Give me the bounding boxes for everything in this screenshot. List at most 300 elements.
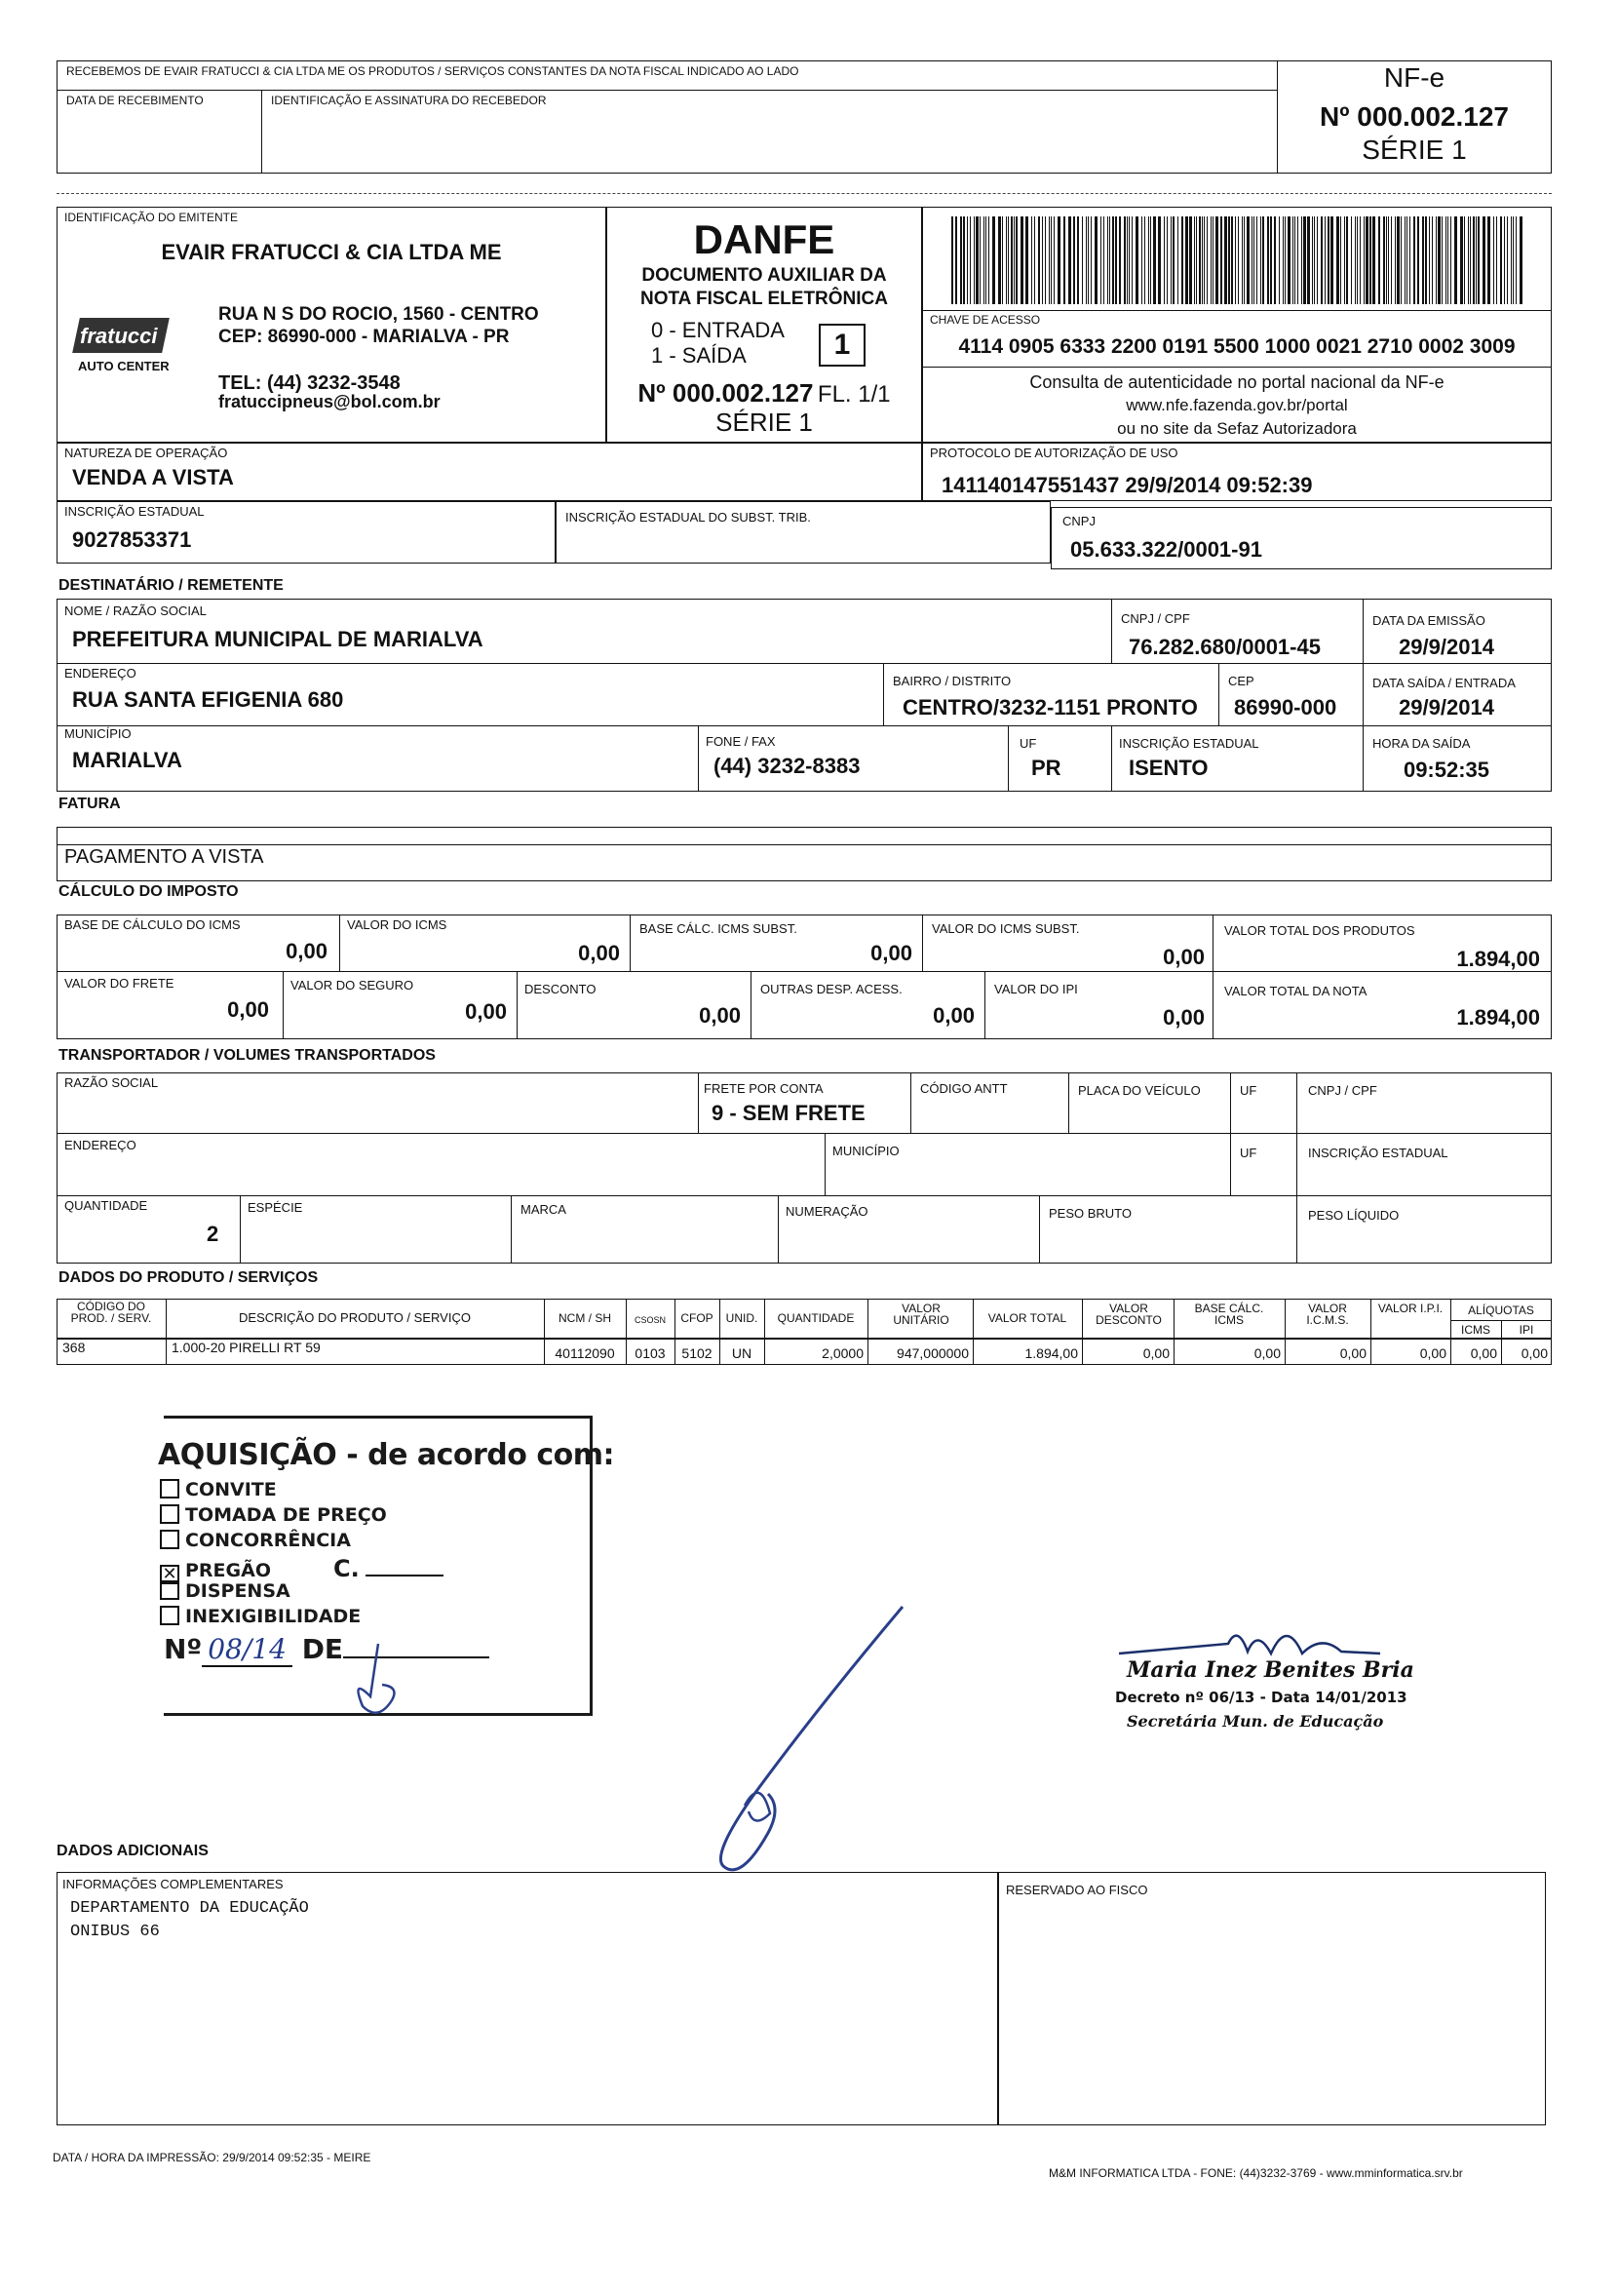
- barcode-bar: [1127, 216, 1128, 304]
- imp-base-icms: 0,00: [286, 939, 327, 963]
- barcode-bar: [1247, 216, 1250, 304]
- dest-municipio-label: MUNICÍPIO: [64, 726, 132, 741]
- barcode-bar: [1516, 216, 1517, 304]
- tr-frete-label: FRETE POR CONTA: [704, 1081, 824, 1096]
- barcode-bar: [998, 216, 1001, 304]
- barcode-bar: [1141, 216, 1142, 304]
- barcode-bar: [1100, 216, 1101, 304]
- barcode-bar: [1054, 216, 1055, 304]
- td-vipi: 0,00: [1419, 1345, 1446, 1361]
- footer-print-date: DATA / HORA DA IMPRESSÃO: 29/9/2014 09:52:35 - MEIRE: [53, 2151, 371, 2164]
- stamp-initials: [331, 1638, 419, 1726]
- th-ncm: NCM / SH: [559, 1311, 611, 1325]
- barcode-bar: [1294, 216, 1295, 304]
- protocolo-label: PROTOCOLO DE AUTORIZAÇÃO DE USO: [930, 446, 1178, 460]
- barcode-bar: [1144, 216, 1145, 304]
- barcode-bar: [1344, 216, 1345, 304]
- dest-cnpj-label: CNPJ / CPF: [1121, 611, 1190, 626]
- barcode-bar: [974, 216, 975, 304]
- barcode-bar: [1445, 216, 1446, 304]
- dest-ie: ISENTO: [1129, 756, 1209, 780]
- barcode-bar: [1082, 216, 1083, 304]
- cnpj-emit-label: CNPJ: [1062, 514, 1096, 528]
- emitente-email: fratuccipneus@bol.com.br: [218, 392, 441, 411]
- barcode-bar: [980, 216, 981, 304]
- th-cfop: CFOP: [680, 1311, 713, 1325]
- barcode-bar: [1211, 216, 1212, 304]
- barcode-bar: [1468, 216, 1469, 304]
- imp-valor-icms-label: VALOR DO ICMS: [347, 917, 447, 932]
- ie-st-label: INSCRIÇÃO ESTADUAL DO SUBST. TRIB.: [565, 510, 811, 525]
- barcode-bar: [1487, 216, 1490, 304]
- tr-qtd: 2: [207, 1222, 219, 1246]
- chave-value: 4114 0905 6333 2200 0191 5500 1000 0021 2710 0002 3009: [958, 335, 1516, 358]
- imp-total-prod-label: VALOR TOTAL DOS PRODUTOS: [1224, 923, 1415, 938]
- barcode-bar: [1119, 216, 1121, 304]
- imp-outras: 0,00: [933, 1003, 975, 1028]
- chave-consulta2: www.nfe.fazenda.gov.br/portal: [1126, 396, 1348, 414]
- fatura-section: FATURA: [58, 796, 121, 812]
- dest-cep-label: CEP: [1228, 674, 1254, 688]
- barcode-bar: [1285, 216, 1286, 304]
- imp-valor-st: 0,00: [1163, 945, 1205, 969]
- barcode-bar: [1042, 216, 1043, 304]
- danfe-entrada: 0 - ENTRADA: [651, 318, 785, 342]
- th-codigo: CÓDIGO DO PROD. / SERV.: [70, 1300, 152, 1325]
- footer-software: M&M INFORMATICA LTDA - FONE: (44)3232-3769 - www.mminformatica.srv.br: [1049, 2166, 1463, 2180]
- barcode-bar: [1279, 216, 1280, 304]
- barcode-bar: [951, 216, 953, 304]
- barcode-bar: [1336, 216, 1339, 304]
- natureza-label: NATUREZA DE OPERAÇÃO: [64, 446, 228, 460]
- barcode-bar: [1513, 216, 1514, 304]
- barcode-bar: [1091, 216, 1092, 304]
- barcode-bar: [1207, 216, 1208, 304]
- barcode-bar: [1447, 216, 1448, 304]
- barcode-bar: [1045, 216, 1046, 304]
- barcode-bar: [1235, 216, 1236, 304]
- checkbox-icon: [160, 1504, 179, 1524]
- fatura-value: PAGAMENTO A VISTA: [64, 846, 264, 868]
- barcode-bar: [1478, 216, 1480, 304]
- logo-sub: AUTO CENTER: [78, 359, 170, 373]
- th-vicms: VALOR I.C.M.S.: [1306, 1302, 1349, 1327]
- th-qtd: QUANTIDADE: [777, 1311, 855, 1325]
- ie-value: 9027853371: [72, 527, 192, 552]
- checkbox-icon: [160, 1580, 179, 1600]
- tr-numeracao-label: NUMERAÇÃO: [786, 1204, 868, 1219]
- td-vicms: 0,00: [1339, 1345, 1367, 1361]
- barcode-bar: [1109, 216, 1110, 304]
- barcode-bar: [1014, 216, 1015, 304]
- barcode-bar: [1351, 216, 1352, 304]
- stamp-option-concorrencia: [160, 1530, 351, 1551]
- barcode-bar: [1391, 216, 1392, 304]
- tr-marca-label: MARCA: [520, 1202, 566, 1217]
- td-cfop: 5102: [681, 1345, 713, 1361]
- barcode-bar: [1409, 216, 1410, 304]
- barcode-bar: [1301, 216, 1302, 304]
- dest-endereco: RUA SANTA EFIGENIA 680: [72, 687, 344, 712]
- ie-label: INSCRIÇÃO ESTADUAL: [64, 504, 205, 519]
- imp-outras-label: OUTRAS DESP. ACESS.: [760, 982, 903, 996]
- barcode-bar: [1150, 216, 1151, 304]
- barcode-bar: [1088, 216, 1089, 304]
- th-unit: VALOR UNITÁRIO: [893, 1302, 949, 1327]
- stamp-o4: PREGÃO: [185, 1560, 271, 1581]
- barcode-bar: [1231, 216, 1233, 304]
- chave-consulta3: ou no site da Sefaz Autorizadora: [1117, 419, 1357, 438]
- barcode-bar: [1136, 216, 1138, 304]
- danfe-subtitle2: NOTA FISCAL ELETRÔNICA: [639, 289, 889, 309]
- barcode-bar: [1073, 216, 1075, 304]
- barcode-bar: [992, 216, 995, 304]
- tr-liquido-label: PESO LÍQUIDO: [1308, 1208, 1400, 1223]
- barcode-bar: [1355, 216, 1356, 304]
- canhoto-statement: RECEBEMOS DE EVAIR FRATUCCI & CIA LTDA ME OS PRODUTOS / SERVIÇOS CONSTANTES DA NOTA FISCAL INDICADO AO LADO: [66, 64, 799, 78]
- barcode-bar: [1406, 216, 1407, 304]
- barcode-bar: [1189, 216, 1192, 304]
- info-line1: DEPARTAMENTO DA EDUCAÇÃO: [70, 1899, 309, 1918]
- emitente-phone: TEL: (44) 3232-3548: [218, 372, 401, 394]
- stamp-o3: CONCORRÊNCIA: [185, 1530, 351, 1551]
- barcode-bar: [1432, 216, 1433, 304]
- imp-total-nota: 1.894,00: [1456, 1005, 1540, 1030]
- signature-line2: Decreto nº 06/13 - Data 14/01/2013: [1115, 1689, 1407, 1706]
- barcode-bar: [1034, 216, 1035, 304]
- barcode-bar: [1438, 216, 1441, 304]
- signature-name: Maria Inez Benites Bria: [1127, 1657, 1414, 1683]
- barcode-bar: [1164, 216, 1165, 304]
- barcode-bar: [1244, 216, 1245, 304]
- imp-total-nota-label: VALOR TOTAL DA NOTA: [1224, 984, 1368, 998]
- barcode-bar: [1049, 216, 1050, 304]
- stamp-no-label: Nº: [164, 1633, 203, 1665]
- canhoto-number: Nº 000.002.127: [1320, 101, 1509, 132]
- barcode-bar: [1262, 216, 1264, 304]
- imp-frete: 0,00: [227, 997, 269, 1022]
- fisco-box: [998, 1872, 1546, 2125]
- barcode-bar: [1297, 216, 1298, 304]
- barcode-bar: [1464, 216, 1465, 304]
- barcode-bar: [1077, 216, 1079, 304]
- th-aipi: IPI: [1519, 1323, 1534, 1337]
- barcode-bar: [1511, 216, 1512, 304]
- imp-desconto: 0,00: [699, 1003, 741, 1028]
- barcode-bar: [1417, 216, 1419, 304]
- barcode-bar: [1340, 216, 1341, 304]
- dest-municipio: MARIALVA: [72, 748, 182, 772]
- imp-ipi: 0,00: [1163, 1005, 1205, 1030]
- dest-emissao-label: DATA DA EMISSÃO: [1372, 613, 1485, 628]
- danfe-folha: FL. 1/1: [817, 381, 891, 408]
- barcode-bar: [1016, 216, 1018, 304]
- canhoto-nfe: NF-e: [1383, 62, 1445, 93]
- barcode-bar: [1038, 216, 1040, 304]
- barcode-bar: [1129, 216, 1130, 304]
- barcode-bar: [1378, 216, 1380, 304]
- checkbox-icon: [160, 1606, 179, 1625]
- barcode-bar: [1520, 216, 1522, 304]
- cut-line: [57, 193, 1552, 194]
- destinatario-section: DESTINATÁRIO / REMETENTE: [58, 577, 284, 594]
- logo-text: fratucci: [80, 324, 158, 348]
- barcode-bar: [963, 216, 965, 304]
- barcode-bar: [1405, 216, 1406, 304]
- barcode-bar: [1213, 216, 1214, 304]
- tr-endereco-label: ENDEREÇO: [64, 1138, 136, 1152]
- dest-endereco-label: ENDEREÇO: [64, 666, 136, 681]
- barcode-bar: [1228, 216, 1230, 304]
- imp-desconto-label: DESCONTO: [524, 982, 597, 996]
- barcode-bar: [1058, 216, 1060, 304]
- tr-frete: 9 - SEM FRETE: [712, 1101, 866, 1125]
- emitente-address2: CEP: 86990-000 - MARIALVA - PR: [218, 327, 510, 347]
- barcode-bar: [1288, 216, 1291, 304]
- imp-total-prod: 1.894,00: [1456, 947, 1540, 971]
- barcode-bar: [1031, 216, 1032, 304]
- danfe-serie: SÉRIE 1: [715, 408, 813, 437]
- barcode-bar: [1317, 216, 1318, 304]
- barcode-bar: [1413, 216, 1415, 304]
- th-csosn: CSOSN: [634, 1315, 666, 1325]
- emitente-logo: [72, 308, 181, 382]
- stamp-o6: INEXIGIBILIDADE: [185, 1606, 362, 1627]
- imp-ipi-label: VALOR DO IPI: [994, 982, 1078, 996]
- th-base: BASE CÁLC. ICMS: [1194, 1302, 1264, 1327]
- barcode-bar: [960, 216, 962, 304]
- barcode-bar: [1321, 216, 1323, 304]
- dest-bairro-label: BAIRRO / DISTRITO: [893, 674, 1012, 688]
- imp-frete-label: VALOR DO FRETE: [64, 976, 174, 991]
- emitente-name: EVAIR FRATUCCI & CIA LTDA ME: [161, 240, 502, 264]
- barcode-bar: [1357, 216, 1358, 304]
- dest-bairro: CENTRO/3232-1151 PRONTO: [903, 695, 1198, 720]
- barcode-bar: [1153, 216, 1156, 304]
- barcode-bar: [1132, 216, 1133, 304]
- barcode-bar: [1196, 216, 1197, 304]
- imp-base-st: 0,00: [870, 941, 912, 965]
- barcode-bar: [1401, 216, 1402, 304]
- barcode-bar: [1148, 216, 1149, 304]
- barcode-bar: [1112, 216, 1114, 304]
- dest-uf: PR: [1031, 756, 1061, 780]
- barcode-bar: [1436, 216, 1437, 304]
- barcode-bar: [1369, 216, 1371, 304]
- danfe-tipo: 1: [833, 329, 851, 361]
- td-ncm: 40112090: [555, 1345, 615, 1361]
- fisco-label: RESERVADO AO FISCO: [1006, 1883, 1148, 1897]
- imp-base-icms-label: BASE DE CÁLCULO DO ICMS: [64, 917, 241, 932]
- td-aipi: 0,00: [1521, 1345, 1548, 1361]
- th-descricao: DESCRIÇÃO DO PRODUTO / SERVIÇO: [239, 1310, 471, 1325]
- danfe-saida: 1 - SAÍDA: [651, 343, 747, 368]
- imp-base-st-label: BASE CÁLC. ICMS SUBST.: [639, 921, 797, 936]
- barcode-bar: [1006, 216, 1007, 304]
- tr-antt-label: CÓDIGO ANTT: [920, 1081, 1008, 1096]
- barcode-bar: [1011, 216, 1013, 304]
- tr-ie-label: INSCRIÇÃO ESTADUAL: [1308, 1146, 1448, 1160]
- dest-nome-label: NOME / RAZÃO SOCIAL: [64, 603, 207, 618]
- barcode-bar: [1422, 216, 1424, 304]
- barcode-bar: [1238, 216, 1239, 304]
- stamp-o4-suffix: C.: [333, 1555, 360, 1582]
- danfe-title: DANFE: [693, 216, 835, 262]
- barcode-bar: [1504, 216, 1505, 304]
- barcode-bar: [1173, 216, 1175, 304]
- th-unid: UNID.: [725, 1311, 758, 1325]
- tr-uf2-label: UF: [1240, 1146, 1257, 1160]
- barcode-bar: [1181, 216, 1183, 304]
- tr-bruto-label: PESO BRUTO: [1049, 1206, 1133, 1221]
- barcode-bar: [1158, 216, 1161, 304]
- info-label: INFORMAÇÕES COMPLEMENTARES: [62, 1877, 284, 1891]
- dest-fone-label: FONE / FAX: [706, 734, 776, 749]
- barcode-bar: [1095, 216, 1098, 304]
- barcode-bar: [1383, 216, 1385, 304]
- stamp-title: AQUISIÇÃO - de acordo com:: [158, 1438, 614, 1472]
- barcode-bar: [1051, 216, 1052, 304]
- barcode-bar: [1507, 216, 1508, 304]
- dest-cep: 86990-000: [1234, 695, 1337, 720]
- danfe-number: Nº 000.002.127: [637, 378, 814, 408]
- barcode-bar: [983, 216, 984, 304]
- barcode-bar: [1068, 216, 1071, 304]
- canhoto-id-label: IDENTIFICAÇÃO E ASSINATURA DO RECEBEDOR: [271, 94, 547, 107]
- stamp-option-tomada: [160, 1504, 387, 1526]
- th-total: VALOR TOTAL: [987, 1311, 1067, 1325]
- barcode-bar: [1470, 216, 1471, 304]
- th-aliq: ALÍQUOTAS: [1468, 1304, 1534, 1317]
- barcode-bar: [1473, 216, 1475, 304]
- barcode-bar: [1194, 216, 1195, 304]
- barcode-bar: [1220, 216, 1222, 304]
- stamp-number-line: [164, 1633, 489, 1665]
- td-aicms: 0,00: [1470, 1345, 1497, 1361]
- barcode-bar: [1460, 216, 1463, 304]
- td-base: 0,00: [1253, 1345, 1281, 1361]
- checkbox-icon: [160, 1530, 179, 1549]
- dest-nome: PREFEITURA MUNICIPAL DE MARIALVA: [72, 627, 483, 651]
- barcode-bar: [1496, 216, 1497, 304]
- td-unit: 947,000000: [897, 1345, 969, 1361]
- emitente-address1: RUA N S DO ROCIO, 1560 - CENTRO: [218, 304, 539, 325]
- barcode-bar: [1260, 216, 1261, 304]
- stamp-option-convite: [160, 1479, 277, 1500]
- td-desc: 0,00: [1142, 1345, 1170, 1361]
- stamp-o5: DISPENSA: [185, 1580, 290, 1602]
- danfe-tipo-box: [819, 324, 866, 367]
- tr-razao-label: RAZÃO SOCIAL: [64, 1075, 159, 1090]
- tr-qtd-label: QUANTIDADE: [64, 1198, 148, 1213]
- barcode-bar: [1204, 216, 1205, 304]
- danfe-subtitle1: DOCUMENTO AUXILIAR DA: [641, 265, 887, 286]
- imp-valor-st-label: VALOR DO ICMS SUBST.: [932, 921, 1080, 936]
- barcode-bar: [1253, 216, 1254, 304]
- barcode-bar: [1442, 216, 1443, 304]
- barcode-bar: [1292, 216, 1293, 304]
- stamp-o1: CONVITE: [185, 1479, 277, 1500]
- barcode-bar: [1167, 216, 1168, 304]
- barcode-bar: [1224, 216, 1227, 304]
- barcode-bar: [1115, 216, 1117, 304]
- barcode-bar: [1325, 216, 1326, 304]
- handwritten-signature: [673, 1599, 926, 1872]
- emitente-label: IDENTIFICAÇÃO DO EMITENTE: [64, 211, 239, 224]
- barcode-bar: [1215, 216, 1218, 304]
- stamp-o2: TOMADA DE PREÇO: [185, 1504, 387, 1526]
- barcode-bar: [1303, 216, 1306, 304]
- barcode-bar: [1360, 216, 1361, 304]
- th-desc: VALOR DESCONTO: [1096, 1302, 1162, 1327]
- barcode-bar: [1386, 216, 1387, 304]
- tr-especie-label: ESPÉCIE: [248, 1200, 303, 1215]
- produtos-section: DADOS DO PRODUTO / SERVIÇOS: [58, 1269, 319, 1286]
- barcode-bar: [1177, 216, 1178, 304]
- barcode-bar: [1493, 216, 1494, 304]
- barcode-bar: [1328, 216, 1329, 304]
- stamp-no-value: 08/14: [202, 1633, 292, 1667]
- dest-saida-label: DATA SAÍDA / ENTRADA: [1372, 676, 1516, 690]
- dest-uf-label: UF: [1020, 736, 1037, 751]
- barcode-bar: [1388, 216, 1389, 304]
- stamp-de-label: DE: [301, 1633, 344, 1665]
- barcode-bar: [985, 216, 986, 304]
- barcode-bar: [1124, 216, 1126, 304]
- barcode-bar: [1476, 216, 1477, 304]
- barcode-bar: [1395, 216, 1396, 304]
- natureza-value: VENDA A VISTA: [72, 465, 234, 489]
- barcode-bar: [967, 216, 968, 304]
- dest-ie-label: INSCRIÇÃO ESTADUAL: [1119, 736, 1259, 751]
- barcode-bar: [1429, 216, 1430, 304]
- barcode-bar: [1364, 216, 1365, 304]
- barcode-bar: [1312, 216, 1313, 304]
- protocolo-value: 141140147551437 29/9/2014 09:52:39: [942, 473, 1313, 497]
- imp-valor-icms: 0,00: [578, 941, 620, 965]
- barcode-bar: [1397, 216, 1400, 304]
- barcode-bar: [1199, 216, 1201, 304]
- barcode-bar: [1330, 216, 1333, 304]
- dest-cnpj: 76.282.680/0001-45: [1129, 635, 1321, 659]
- barcode-bar: [1267, 216, 1269, 304]
- barcode-bar: [1483, 216, 1485, 304]
- dest-hora-label: HORA DA SAÍDA: [1372, 736, 1471, 751]
- transporte-section: TRANSPORTADOR / VOLUMES TRANSPORTADOS: [58, 1047, 436, 1064]
- barcode-bar: [1242, 216, 1243, 304]
- barcode-bar: [1025, 216, 1028, 304]
- barcode-bar: [1450, 216, 1451, 304]
- td-csosn: 0103: [635, 1345, 666, 1361]
- barcode-bar: [988, 216, 989, 304]
- barcode-bar: [1008, 216, 1009, 304]
- barcode-bar: [1307, 216, 1310, 304]
- tr-uf-label: UF: [1240, 1083, 1257, 1098]
- imp-seguro: 0,00: [465, 999, 507, 1024]
- barcode-bar: [1366, 216, 1368, 304]
- imp-seguro-label: VALOR DO SEGURO: [290, 978, 414, 992]
- tr-cnpj-label: CNPJ / CPF: [1308, 1083, 1377, 1098]
- barcode-bar: [976, 216, 979, 304]
- adicionais-section: DADOS ADICIONAIS: [57, 1843, 209, 1859]
- barcode-bar: [955, 216, 957, 304]
- checked-box-icon: ✕: [160, 1565, 179, 1584]
- barcode-bar: [1002, 216, 1003, 304]
- imposto-section: CÁLCULO DO IMPOSTO: [58, 883, 239, 900]
- barcode-bar: [1314, 216, 1315, 304]
- tr-municipio-label: MUNICÍPIO: [832, 1144, 900, 1158]
- barcode-bar: [1185, 216, 1188, 304]
